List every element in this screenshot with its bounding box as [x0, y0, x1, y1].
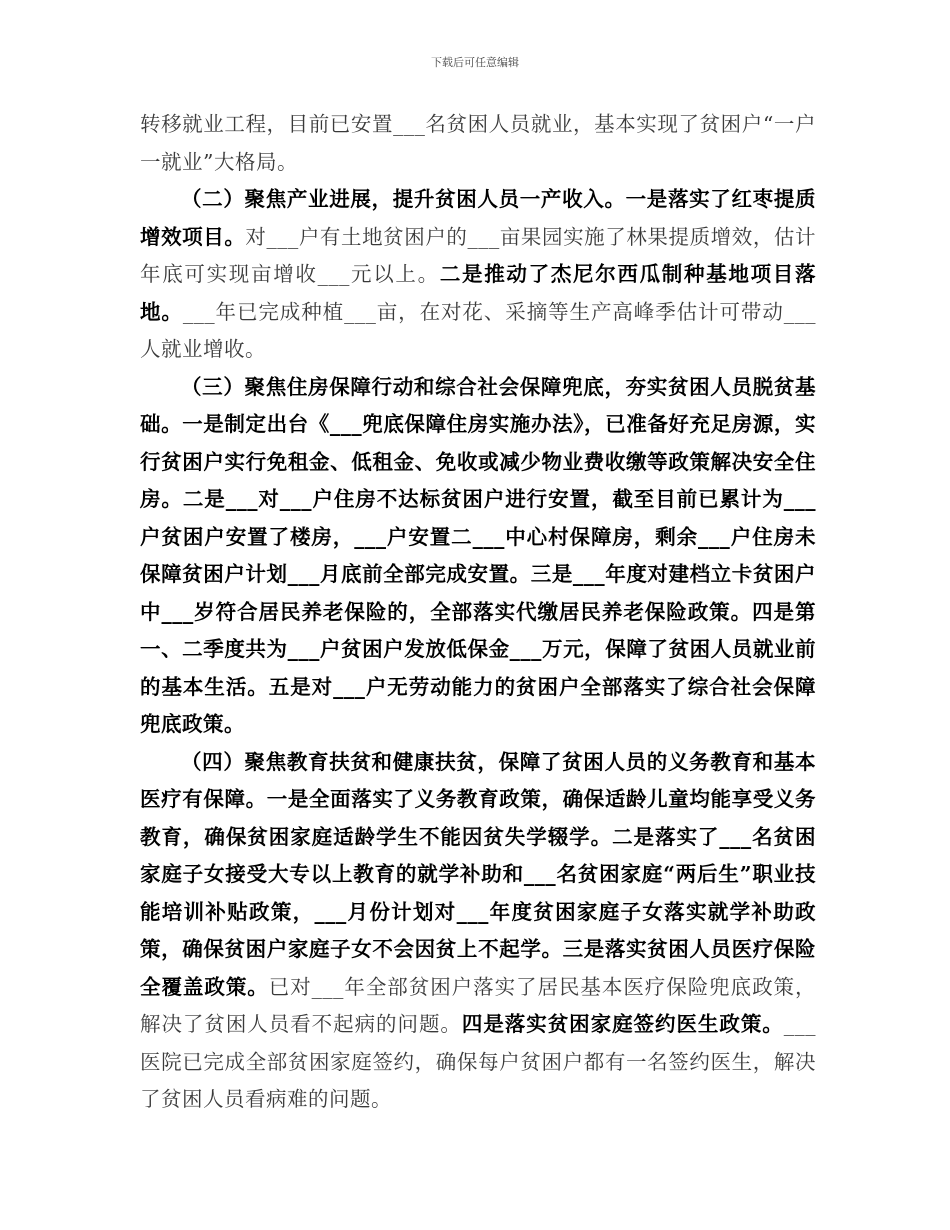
text-run: 已对___年全部贫困户落实了居民基本医疗保险兜底政策，解决了贫困人员看不起病的问题。 — [140, 974, 816, 1036]
text-run: ___医院已完成全部贫困家庭签约，确保每户贫困户都有一名签约医生，解决了贫困人员看病难的问题。 — [140, 1012, 816, 1111]
document-body — [140, 106, 816, 1119]
text-run: （三）聚焦住房保障行动和综合社会保障兜底，夯实贫困人员脱贫基础。一是制定出台《___兜底保障住房实施办法》，已准备好充足房源，实行贫困户实行免租金、低租金、免收或减少物业费收缴等政策解决安全住房。二是___对___户住房不达标贫困户进行安置，截至目前已累计为___户贫困户安置了楼房，___户安置二___中心村保障房，剩余___户住房未保障贫困户计划___月底前全部完成安置。三是___年度对建档立卡贫困户中___岁符合居民养老保险的，全部落实代缴居民养老保险政策。四是第一、二季度共为___户贫困户发放低保金___万元，保障了贫困人员就业前的基本生活。五是对___户无劳动能力的贫困户全部落实了综合社会保障兜底政策。 — [140, 374, 816, 736]
text-run: （四）聚焦教育扶贫和健康扶贫，保障了贫困人员的义务教育和基本医疗有保障。一是全面落实了义务教育政策，确保适龄儿童均能享受义务教育，确保贫困家庭适龄学生不能因贫失学辍学。二是落实了___名贫困家庭子女接受大专以上教育的就学补助和___名贫困家庭“两后生”职业技能培训补贴政策，___月份计划对___年度贫困家庭子女落实就学补助政策，确保贫困户家庭子女不会因贫上不起学。三是落实贫困人员医疗保险全覆盖政策。 — [140, 749, 816, 999]
page-header: 下载后可任意编辑 — [431, 56, 519, 69]
text-run: 二是推动了杰尼尔西瓜制种基地项目落地。 — [140, 262, 816, 324]
paragraph-housing — [140, 369, 816, 744]
text-run: 四是落实贫困家庭签约医生政策。 — [461, 1012, 784, 1036]
text-run: 对___户有土地贫困户的___亩果园实施了林果提质增效，估计年底可实现亩增收___元以上。 — [140, 224, 817, 286]
text-run: （二）聚焦产业进展，提升贫困人员一产收入。一是落实了红枣提质增效项目。 — [140, 187, 816, 249]
paragraph-industry — [140, 181, 816, 369]
paragraph-employment — [140, 106, 816, 181]
text-run: ___年已完成种植___亩，在对花、采摘等生产高峰季估计可带动___人就业增收。 — [140, 299, 817, 361]
text-run: 转移就业工程，目前已安置___名贫困人员就业，基本实现了贫困户“一户一就业”大格局。 — [140, 112, 816, 174]
paragraph-education-health — [140, 744, 816, 1119]
